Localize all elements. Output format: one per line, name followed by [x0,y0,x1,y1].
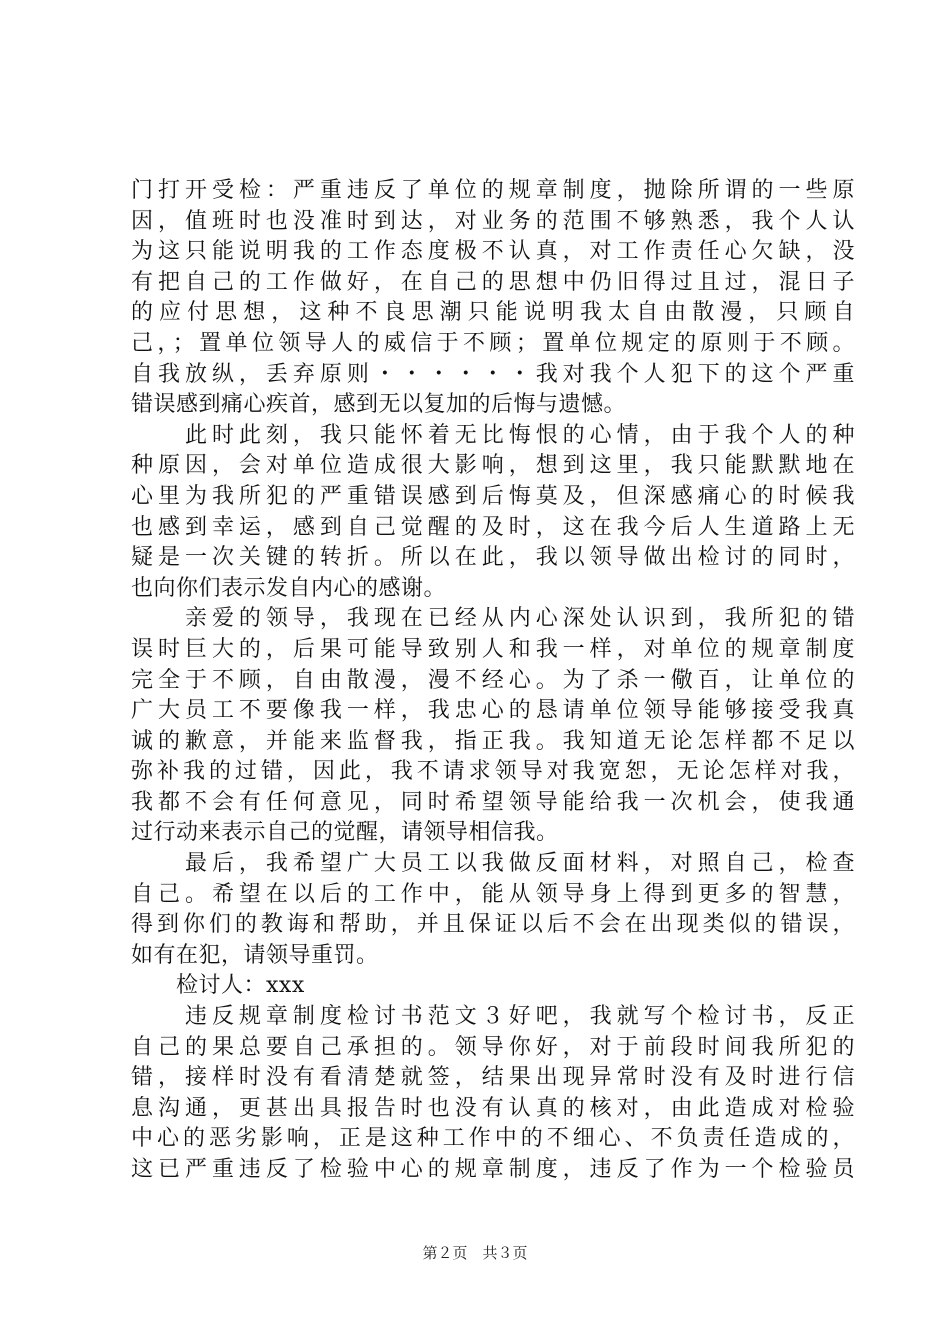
text-line: 得到你们的教诲和帮助，并且保证以后不会在出现类似的错误， [131,912,855,938]
text-line: 因，值班时也没准时到达，对业务的范围不够熟悉，我个人认 [131,208,855,234]
text-line: 诚的歉意，并能来监督我，指正我。我知道无论怎样都不足以 [131,728,855,754]
text-line: 己，；置单位领导人的威信于不顾；置单位规定的原则于不顾。 [131,330,855,356]
text-line: 这已严重违反了检验中心的规章制度，违反了作为一个检验员 [131,1157,855,1182]
text-line: 自己的果总要自己承担的。领导你好，对于前段时间我所犯的 [131,1034,855,1060]
text-line: 完全于不顾，自由散漫，漫不经心。为了杀一儆百，让单位的 [131,667,855,693]
text-line: 广大员工不要像我一样，我忠心的恳请单位领导能够接受我真 [131,698,855,724]
text-line: 也感到幸运，感到自己觉醒的及时，这在我今后人生道路上无 [131,514,855,540]
text-line: 过行动来表示自己的觉醒，请领导相信我。 [131,820,559,846]
page-footer: 第２页 共３页 [422,1244,528,1262]
text-line: 误时巨大的，后果可能导致别人和我一样，对单位的规章制度 [131,636,855,662]
text-line: 中心的恶劣影响，正是这种工作中的不细心、不负责任造成的， [131,1126,855,1152]
text-line: 此时此刻，我只能怀着无比悔恨的心情，由于我个人的种 [131,422,855,448]
text-line: 我都不会有任何意见，同时希望领导能给我一次机会，使我通 [131,789,855,815]
text-line: 门打开受检：严重违反了单位的规章制度，抛除所谓的一些原 [131,178,855,203]
document-body [131,176,855,1186]
text-line: 违反规章制度检讨书范文３好吧，我就写个检讨书，反正 [131,1004,855,1030]
text-line: 的应付思想，这种不良思潮只能说明我太自由散漫，只顾自 [131,300,855,326]
text-line: 最后，我希望广大员工以我做反面材料，对照自己，检查 [131,851,855,877]
text-line: 错误感到痛心疾首，感到无以复加的后悔与遗憾。 [131,392,627,418]
text-line: 息沟通，更甚出具报告时也没有认真的核对，由此造成对检验 [131,1095,855,1121]
text-line: 有把自己的工作做好，在自己的思想中仍旧得过且过，混日子 [131,269,855,295]
text-line: 疑是一次关键的转折。所以在此，我以领导做出检讨的同时， [131,545,855,571]
text-line: 亲爱的领导，我现在已经从内心深处认识到，我所犯的错 [131,606,855,632]
text-line: 自己。希望在以后的工作中，能从领导身上得到更多的智慧， [131,881,855,907]
text-line: 也向你们表示发自内心的感谢。 [131,575,447,601]
text-line: 自我放纵，丢弃原则・・・・・・我对我个人犯下的这个严重 [131,361,855,387]
text-line: 错，接样时没有看清楚就签，结果出现异常时没有及时进行信 [131,1065,855,1091]
text-line: 为这只能说明我的工作态度极不认真，对工作责任心欠缺，没 [131,239,855,265]
text-line: 心里为我所犯的严重错误感到后悔莫及，但深感痛心的时候我 [131,483,855,509]
text-line: 如有在犯，请领导重罚。 [131,942,379,968]
text-line: 检讨人：xxx [131,973,305,999]
text-line: 种原因，会对单位造成很大影响，想到这里，我只能默默地在 [131,453,855,479]
text-line: 弥补我的过错，因此，我不请求领导对我宽恕，无论怎样对我， [131,759,855,785]
